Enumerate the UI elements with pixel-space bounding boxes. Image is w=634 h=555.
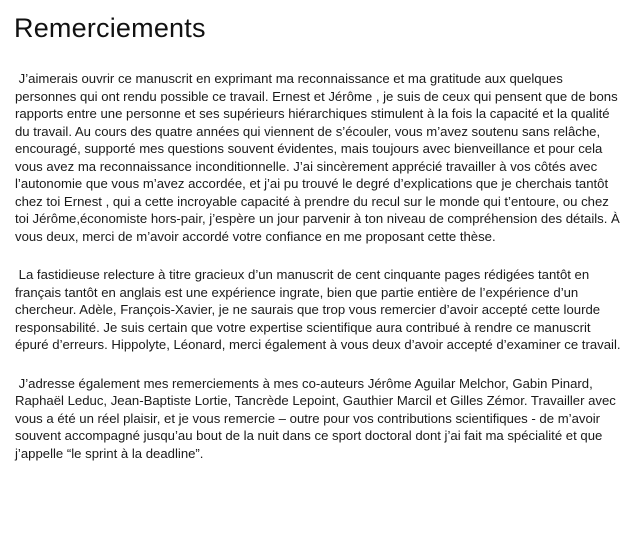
paragraph-supervisors: J’aimerais ouvrir ce manuscrit en exprimant ma reconnaissance et ma gratitude aux quelques personnes qui ont rendu possible ce travail. Ernest et Jérôme , je suis de ceux qui pensent que de bons rapports entre une personne et ses supérieurs hiérarchiques stimulent à la fois la capacité et la qualité du travail. Au cours des quatre années qui viennent de s’écouler, vous m’avez soutenu sans relâche, encouragé, supporté mes questions souvent évidentes, mais toujours avec bienveillance et pour cela vous avez ma reconnaissance inconditionnelle. J’ai sincèrement apprécié travailler à vos côtés avec l’autonomie que vous m’avez accordée, et j’ai pu trouvé le degré d’explications que je cherchais tantôt chez toi Ernest , qui a cette incroyable capacité à prendre du recul sur le monde qui t’entoure, ou chez toi Jérôme,économiste hors-pair, j’espère un jour parvenir à ton niveau de compréhension des détails. À vous deux, merci de m’avoir accordé votre confiance en me proposant cette thèse. — [15, 71, 624, 244]
paragraph-reviewers: La fastidieuse relecture à titre gracieux d’un manuscrit de cent cinquante pages rédigées tantôt en français tantôt en anglais est une expérience ingrate, bien que partie entière de l’expérience d’un chercheur. Adèle, François-Xavier, je ne saurais que trop vous remercier d’avoir accepté cette lourde responsabilité. Je suis certain que votre expertise scientifique aura contribué à rendre ce manuscrit épuré d’erreurs. Hippolyte, Léonard, merci également à vous deux d’avoir accepté d’examiner ce travail. — [15, 267, 621, 352]
paragraph-coauthors: J’adresse également mes remerciements à mes co-auteurs Jérôme Aguilar Melchor, Gabin Pinard, Raphaël Leduc, Jean-Baptiste Lortie, Tancrède Lepoint, Gauthier Marcil et Gilles Zémor. Travailler avec vous a été un réel plaisir, et je vous remercie – outre pour vos contributions scientifiques - de m’avoir souvent accompagné jusqu’au bout de la nuit dans ce sport doctoral dont j’ai fait ma spécialité et que j’appelle “le sprint à la deadline”. — [15, 375, 620, 461]
page-title: Remerciements — [14, 13, 206, 43]
